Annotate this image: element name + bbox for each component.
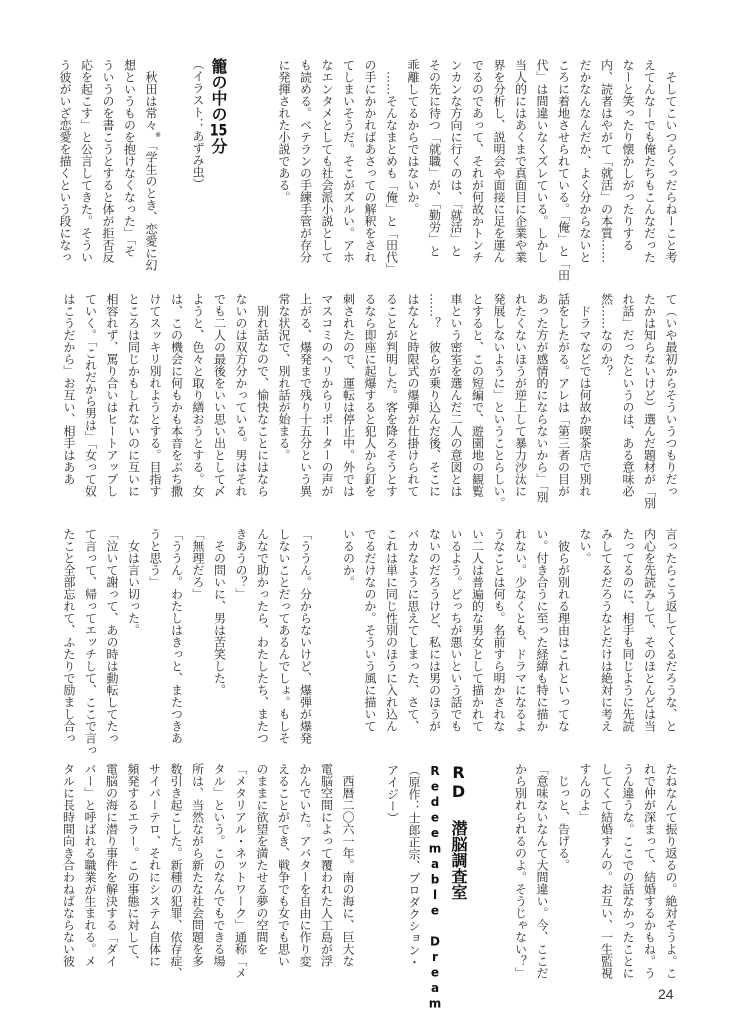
- text-line: 代」は間違いなくズレている。しかし: [535, 59, 549, 263]
- text-line: るなら即座に起爆すると犯人から釘を: [363, 293, 377, 497]
- text-line: ることが判明した。客を降ろそうとす: [384, 293, 399, 497]
- text-line: 応を起こす」と公言してきた。そうい: [79, 59, 94, 263]
- text-line: う彼がいざ恋愛を描くという段になっ: [58, 59, 72, 263]
- text-line: て言って、帰ってエッチして、ここで言っ: [83, 528, 98, 756]
- text-line: ないのは双方分かっている。男はそれ: [234, 293, 248, 497]
- text-line: 刺されたので、運転は停止中。外では: [341, 293, 356, 497]
- review-text-block: [58, 293, 682, 509]
- subtitle-text: Redeemable Dream: [428, 764, 442, 1012]
- text-line: てしまいそうだ。そこがズルい。アホ: [341, 59, 356, 263]
- text-line: 女は言い切った。: [126, 528, 141, 636]
- text-line: に発揮された小説である。: [277, 59, 291, 203]
- text-line: 所は、当然ながら新たな社会問題を多: [190, 763, 205, 967]
- text-line: い二人は普遍的な男女として描かれて: [470, 528, 485, 732]
- title-text: RD 潜脳調査室: [449, 763, 468, 900]
- page-number: 24: [658, 986, 674, 1002]
- text-line: ういうのを書こうとすると体が拒否反: [101, 59, 115, 263]
- credit-line: アイジー）: [385, 764, 400, 824]
- text-line: 言ったらこう返してくるだろうな、と: [664, 528, 678, 732]
- text-line: ていく。「これだから男は」「女って奴: [83, 293, 98, 497]
- text-line: 相容れず、罵り合いはヒートアップし: [105, 293, 119, 497]
- text-line: 界を分析し、説明会や面接に足を運ん: [492, 59, 506, 263]
- text-line: 車という密室を選んだ二人の意図とは: [449, 293, 463, 497]
- review-text-block: [273, 59, 682, 281]
- text-line: でも二人の最後をいい思い出として〆: [212, 293, 227, 497]
- text-line: は、この機会に何もかも本音をぶち撒: [169, 293, 184, 497]
- text-line: バカなように思えてしまった、さて、: [406, 528, 420, 732]
- footnote-mark: ※: [154, 131, 162, 139]
- text-line: て（いや最初からそういうつもりだっ: [664, 293, 678, 497]
- original-work-credit: [381, 764, 424, 968]
- text-line: 電脳の海に潜り事件を解決する「ダイ: [104, 763, 119, 967]
- review-text-block: [54, 59, 162, 269]
- text-line: じっと、告げる。: [556, 763, 571, 871]
- text-line: のままに欲望を満たせる夢の空間を: [255, 763, 269, 955]
- text-line: 乖離してるからではないか。: [406, 59, 420, 215]
- text-line: しないことだってあるんでしょ。もしそ: [277, 528, 291, 744]
- text-line: ……？ 彼らが乗り込んだ後、そこに: [427, 293, 442, 497]
- text-line: 頻発するエラー。この事態に対して、: [126, 763, 140, 967]
- text-line: うなことは何も。名前すら明かされな: [492, 528, 506, 732]
- text-line: サイバーテロ、それにシステム自体に: [147, 763, 162, 967]
- text-line: たってるのに、相手も同じように先読: [621, 528, 635, 732]
- review-text-block: [58, 528, 682, 756]
- text-line: 上がる、爆発まで残り十五分という異: [298, 293, 313, 497]
- text-line: 西暦二〇六一年。南の海に、巨大な: [341, 763, 355, 967]
- text-line: ころに着地させられている。「俺」と「田: [556, 59, 571, 281]
- text-line: んなで助かったら、わたしたち、またつ: [255, 528, 270, 744]
- text-line: 「メタリアル・ネットワーク」通称「メ: [233, 763, 248, 979]
- text-line: タル」という。このなんでもできる場: [212, 763, 226, 967]
- review-subtitle: [425, 764, 445, 1012]
- text-line: はこうだから」お互い、相手はああ: [62, 293, 76, 485]
- text-line: れ話」だったというのは、ある意味必: [621, 293, 635, 497]
- text-line: かんでいた。アバターを自由に作り変: [298, 763, 312, 967]
- text-line: の手にかかればあさっての解釈をされ: [363, 59, 377, 263]
- text-line: れで仲が深まって、結婚するかもね。う: [642, 763, 657, 979]
- text-line: なーと笑ったり懐かしがったりする: [621, 59, 635, 251]
- title-text: 籠の中の15分: [209, 58, 228, 154]
- review-title-kago: [207, 58, 229, 154]
- review-text-block: [57, 763, 358, 979]
- text-line: たこと全部忘れて、ふたりで励まし合っ: [62, 528, 76, 744]
- text-line: すんのよ」: [578, 763, 592, 823]
- title-number: 15: [209, 122, 228, 138]
- text-line: 「意味ないなんて大間違い。今、ここだ: [535, 763, 549, 979]
- text-line: マスコミのヘリからリポーターの声が: [320, 293, 334, 497]
- text-line: うん違うな。ここでの話なかったことに: [621, 763, 635, 979]
- text-line: とすると、この短編で、遊園地の観覧: [470, 293, 485, 497]
- illustration-credit: [187, 58, 209, 190]
- text-line: だかなんなんだか、よく分からないと: [578, 59, 592, 263]
- text-line: いるのか。: [341, 528, 356, 588]
- text-line: でるのであって、それが何故かトンチ: [470, 59, 485, 263]
- review-title-rd: [447, 763, 469, 900]
- text-line: も読める。ベテランの手練手管が存分: [298, 59, 313, 263]
- text-line: けてスッキリ別れようとする。目指す: [148, 293, 162, 497]
- text-line: [316, 528, 338, 738]
- text-line: たねなんて振り返るの。絶対そうよ。こ: [664, 763, 678, 979]
- text-line: なエンタメとしても社会派小説として: [320, 59, 334, 263]
- text-line: 然……なのか？: [599, 293, 614, 377]
- text-line: 当人的にはあくまで真面目に企業や業: [513, 59, 528, 263]
- text-line: えることができ、戦争でも女でも思い: [276, 763, 291, 967]
- text-line: みしてるだろうなとだけは絶対に考え: [599, 528, 614, 732]
- text-line: その先に待つ「就職」が、「勤労」と: [427, 59, 442, 257]
- text-line: 内心を先読みして、そのほとんどは当: [642, 528, 657, 732]
- review-text-block: [509, 763, 681, 979]
- credit-text: （イラスト：あずみ虫）: [191, 58, 205, 190]
- text-line: 「ううん。分からないけど、爆弾が爆発: [298, 528, 313, 744]
- text-line: あった方が感情的にならないから」「別: [535, 293, 549, 503]
- text-line: 話をしたがる。アレは「第三者の目が: [556, 293, 571, 497]
- text-line: そしてこいつらくっだらねーこと考: [664, 59, 678, 263]
- text-line: ようと、色々と取り繕おうとする。女: [191, 293, 205, 497]
- text-line: きあうの？」: [234, 528, 248, 600]
- text-line: から別れられるのよ。そうじゃない？」: [513, 763, 528, 979]
- text-line: い。付き合うに至った経緯も特に描か: [535, 528, 549, 732]
- text-line: 「無理だろ」: [191, 528, 205, 600]
- text-line: ところは同じかもしれないのに互いに: [126, 293, 141, 497]
- text-line: 内、読者はやがて「就活」の本質……: [599, 59, 614, 263]
- text-line: ないのだろうけど、私には男のほうが: [427, 528, 442, 732]
- text-line: 電脳空間によって覆われた人工島が浮: [319, 763, 334, 967]
- text-line: 彼らが別れる理由はこれといってな: [556, 528, 571, 732]
- text-line: 「泣いて謝って、あの時は動転してたっ: [105, 528, 119, 744]
- text-line: これは単に同じ性別のほうに入れ込ん: [384, 528, 399, 732]
- text-line: 想というものを抱けなくなった」「そ: [122, 59, 137, 257]
- text-line: 秋田は常々※「学生のとき、恋愛に幻: [144, 59, 162, 271]
- text-line: 別れ話なので、愉快なことにはなら: [255, 293, 270, 497]
- text-line: ない。: [578, 528, 592, 564]
- text-line: バー」と呼ばれる職業が生まれる。メ: [83, 763, 97, 967]
- text-line: 数引き起こした。新種の犯罪、依存症、: [169, 763, 183, 979]
- text-line: ……そんなまとめも「俺」と「田代」: [384, 59, 399, 275]
- text-line: してくて結婚すんの。お互い、一生監視: [599, 763, 614, 979]
- text-line: えてんなーでも俺たちもこんなだった: [642, 59, 657, 263]
- credit-line: （原作：士郎正宗、プロダクション・: [407, 764, 421, 968]
- text-line: ンカンな方向に行くのは、「就活」と: [449, 59, 463, 257]
- text-line: ドラマなどでは何故か喫茶店で別れ: [578, 293, 592, 497]
- text-line: うと思う」: [148, 528, 162, 588]
- text-line: 「ううん。わたしはきっと、またつきあ: [169, 528, 184, 744]
- text-line: れない。少なくとも、ドラマになるよ: [513, 528, 528, 732]
- text-line: はなんと時限式の爆弾が仕掛けられて: [406, 293, 420, 497]
- text-line: その問いに、男は苦笑した。: [212, 528, 227, 696]
- text-line: でるだけなのか。そういう風に描いて: [363, 528, 377, 732]
- text-line: いるよう。どっちが悪いという話でも: [449, 528, 463, 732]
- text-line: タルに長時間向き合わねばならない彼: [61, 763, 76, 967]
- text-line: 常な状況で、別れ話が始まる。: [277, 293, 291, 461]
- text-line: れたくないほうが逆上して暴力沙汰に: [513, 293, 528, 497]
- text-line: たかは知らないけど）選んだ題材が「別: [642, 293, 657, 509]
- text-line: 発展しないように」ということらしい。: [492, 293, 506, 509]
